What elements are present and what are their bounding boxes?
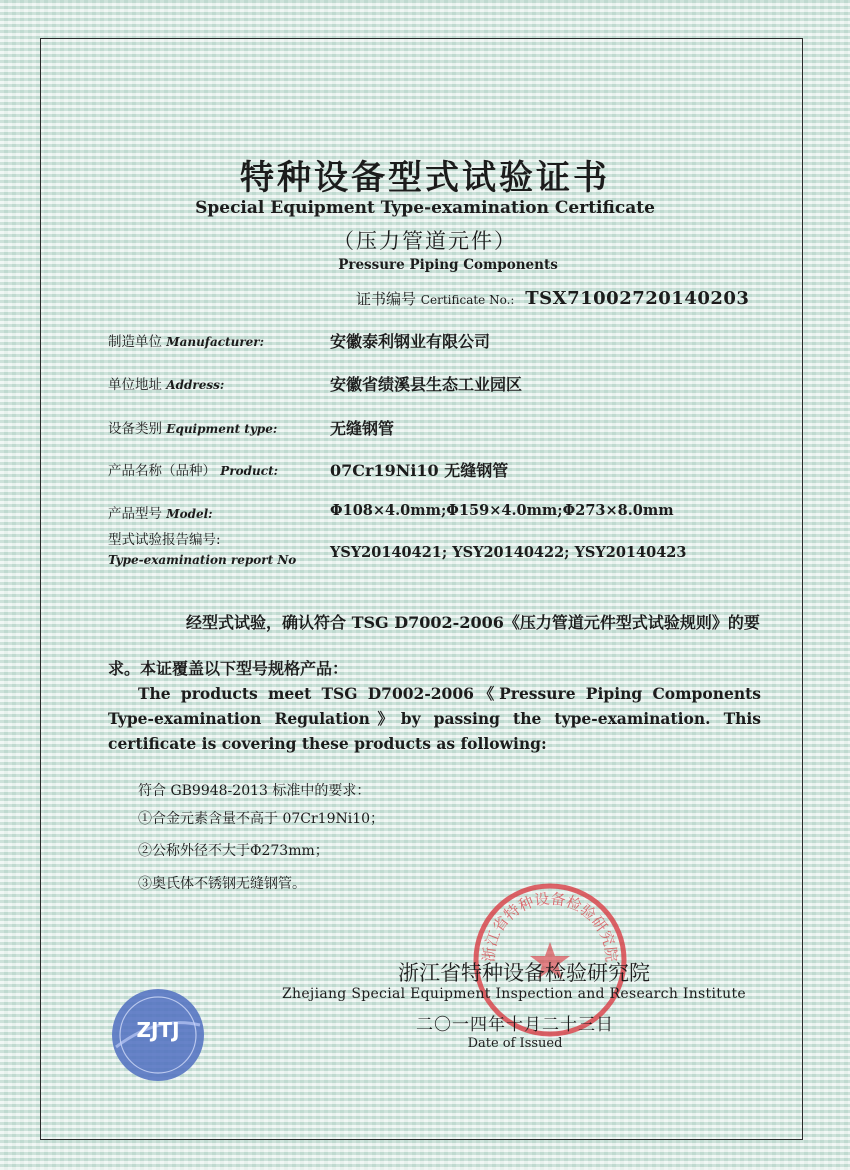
field-label-cn: 单位地址 — [108, 377, 162, 393]
certificate-number-value: TSX71002720140203 — [525, 288, 750, 309]
requirement-item: ①合金元素含量不高于 07Cr19Ni10； — [138, 811, 385, 827]
field-label-cn: 设备类别 — [108, 421, 162, 437]
field-label-cn: 型式试验报告编号: — [108, 532, 221, 548]
field-label-en: Manufacturer: — [166, 335, 265, 349]
certificate-title-en: Special Equipment Type-examination Certificate — [195, 198, 655, 218]
field-value-report-no: YSY20140421; YSY20140422; YSY20140423 — [330, 544, 687, 561]
field-value-address: 安徽省绩溪县生态工业园区 — [330, 375, 523, 394]
field-label-report-no — [108, 530, 296, 570]
field-label-cn: 产品名称（品种） — [108, 463, 216, 479]
field-label-en: Equipment type: — [166, 422, 278, 436]
certificate-number-label-en: Certificate No.: — [420, 293, 515, 307]
field-label-en: Type-examination report No — [108, 553, 297, 567]
field-value-equipment-type: 无缝钢管 — [330, 419, 395, 438]
field-label-en: Model: — [166, 507, 213, 521]
requirement-item: ②公称外径不大于Φ273mm； — [138, 843, 329, 859]
field-value-product: 07Cr19Ni10 无缝钢管 — [330, 461, 509, 480]
statement-en: The products meet TSG D7002-2006《Pressure Piping Components Type-examination Regulation》by passing the type-examination. This certificate is covering these products as following: — [108, 684, 761, 753]
issuer-name-cn: 浙江省特种设备检验研究院 — [398, 961, 650, 985]
certificate-number-label-cn: 证书编号 — [356, 290, 417, 308]
issue-date-label-en: Date of Issued — [467, 1036, 563, 1051]
svg-text:浙江省特种设备检验研究院: 浙江省特种设备检验研究院 — [479, 889, 621, 963]
field-label-cn: 制造单位 — [108, 334, 162, 350]
issue-date-cn: 二〇一四年十月二十三日 — [416, 1015, 614, 1035]
svg-text:ZJTJ: ZJTJ — [136, 1018, 180, 1042]
field-label-model — [108, 502, 213, 522]
field-label-manufacturer — [108, 330, 264, 350]
requirement-intro: 符合 GB9948-2013 标准中的要求： — [138, 783, 371, 799]
field-label-en: Address: — [166, 378, 225, 392]
field-label-cn: 产品型号 — [108, 506, 162, 522]
zjtj-logo — [108, 985, 208, 1085]
requirement-item: ③奥氏体不锈钢无缝钢管。 — [138, 876, 306, 892]
field-label-address — [108, 373, 224, 393]
field-value-manufacturer: 安徽泰利钢业有限公司 — [330, 332, 491, 351]
certificate-number-row — [356, 288, 749, 309]
field-label-product — [108, 459, 278, 479]
field-label-equipment-type — [108, 417, 277, 437]
statement-cn: 经型式试验，确认符合 TSG D7002-2006《压力管道元件型式试验规则》的要求。本证覆盖以下型号规格产品： — [108, 613, 760, 678]
field-label-en: Product: — [220, 464, 279, 478]
field-value-model: Φ108×4.0mm;Φ159×4.0mm;Φ273×8.0mm — [330, 502, 674, 519]
issuer-name-en: Zhejiang Special Equipment Inspection and Research Institute — [282, 986, 746, 1002]
certificate-title-cn: 特种设备型式试验证书 — [240, 158, 610, 198]
certificate-subtitle-cn: （压力管道元件） — [333, 229, 517, 253]
certificate-subtitle-en: Pressure Piping Components — [338, 257, 558, 273]
